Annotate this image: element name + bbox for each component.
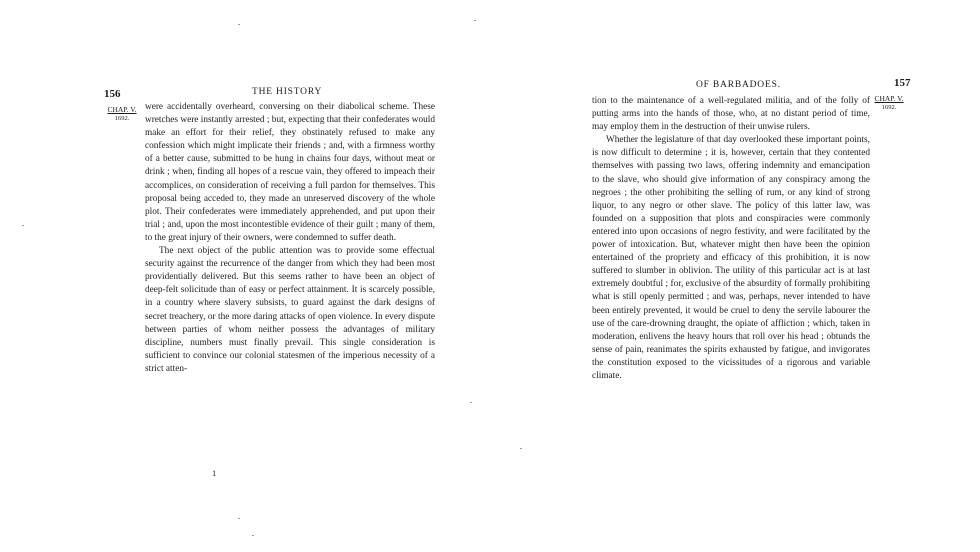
year-note: 1692. bbox=[881, 104, 897, 111]
paragraph: were accidentally overheard, conversing on their diabolical scheme. These wretches were instantly arrested ; but, expecting that their confederates would make an effort for their relief, they obstinately refused to make any confession which might implicate their friends ; and, with a firmness worthy of a better cause, submitted to be hung in chains four days, without meat or drink ; when, finding all hopes of a rescue vain, they offered to impeach their accomplices, on consideration of receiving a full pardon for themselves. This proposal being acceded to, they made an unreserved discovery of the whole plot. Their confederates were immediately apprehended, and put upon their trial ; and, upon the most incontestible evidence of their guilt ; many of them, to the great injury of their owners, were condemned to suffer death. bbox=[145, 102, 435, 243]
signature-mark: 1 bbox=[212, 468, 217, 478]
chapter-note: CHAP. V. bbox=[874, 94, 904, 103]
paragraph: The next object of the public attention was to provide some effectual security against the recurrence of the danger from which they had been most providentially delivered. But this seems rather to have been an object of deep-felt solicitude than of easy or perfect attainment. It is scarcely possible, in a country where slavery subsists, to guard against the dark designs of secret treachery, or the more daring attacks of open violence. In every dispute between parties of whom neither possess the advantages of military discipline, numbers must finally prevail. This single consideration is sufficient to convince our colonial statesmen of the imperious necessity of a strict atten- bbox=[145, 246, 435, 374]
chapter-note: CHAP. V. bbox=[107, 105, 137, 114]
year-note: 1692. bbox=[114, 115, 130, 122]
running-header: THE HISTORY bbox=[252, 87, 323, 97]
scan-speck bbox=[474, 20, 476, 21]
body-text bbox=[592, 95, 870, 383]
running-header: OF BARBADOES. bbox=[696, 80, 781, 90]
scan-speck bbox=[238, 518, 240, 519]
paragraph: Whether the legislature of that day overlooked these important points, is now difficult to determine ; it is, however, certain that they contented themselves with passing two laws, offering indemnity and emancipation to the slave, who should give information of any conspiracy among the negroes ; the other prohibiting the selling of rum, or any kind of strong liquor, to any negro or other slave. The policy of this latter law, was founded on a supposition that plots and conspiracies were commonly entered into upon occasions of negro festivity, and were facilitated by the power of intoxication. But, whatever might then have been the opinion entertained of the propriety and efficacy of this prohibition, it is now suffered to slumber in oblivion. The utility of this particular act is at last extremely doubtful ; for, exclusive of the absurdity of formally prohibiting what is still openly permitted ; and was, perhaps, never intended to have been entirely prevented, it would be cruel to deny the servile labourer the use of the care-drowning draught, the opiate of affliction ; which, taken in moderation, enlivens the heavy hours that roll over his head ; obtunds the sense of pain, reanimates the spirits exhausted by fatigue, and invigorates the constitution exposed to the vicissitudes of a rigorous and variable climate. bbox=[592, 135, 870, 381]
margin-note bbox=[103, 105, 141, 123]
page-number: 157 bbox=[894, 77, 911, 89]
right-page bbox=[490, 0, 980, 552]
scan-speck bbox=[22, 225, 24, 226]
margin-note bbox=[870, 94, 908, 112]
page-number: 156 bbox=[104, 88, 121, 100]
scan-speck bbox=[470, 402, 472, 403]
paragraph: tion to the maintenance of a well-regulated militia, and of the folly of putting arms into the hands of those, who, at no distant period of time, may employ them in the destruction of their unwise rulers. bbox=[592, 96, 870, 133]
scan-speck bbox=[252, 535, 254, 536]
scan-speck bbox=[238, 24, 240, 25]
scan-speck bbox=[520, 448, 522, 449]
body-text bbox=[145, 101, 435, 376]
